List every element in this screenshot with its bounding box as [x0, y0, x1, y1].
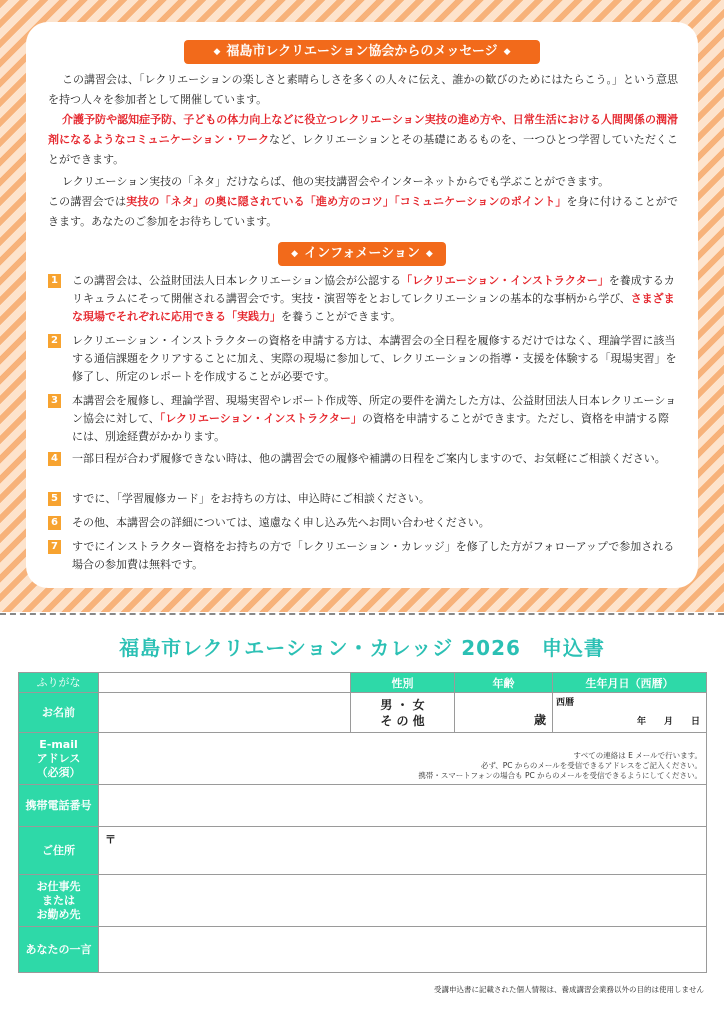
email-note: 必ず、PC からのメールを受信できるアドレスをご記入ください。	[480, 761, 702, 770]
gender-other: そ の 他	[380, 713, 425, 728]
application-form	[18, 672, 707, 973]
name-input[interactable]	[99, 693, 351, 733]
workplace-label-line: または	[42, 893, 75, 907]
dot-icon: ◆	[503, 47, 511, 57]
email-note: 携帯・スマートフォンの場合も PC からのメールを受信できるようにしてください。	[418, 771, 702, 780]
gender-header: 性別	[351, 673, 455, 693]
workplace-label-line: お仕事先	[36, 879, 81, 893]
email-label-line: アドレス	[36, 751, 81, 765]
age-unit: 歳	[533, 713, 546, 727]
message-paragraph-3: レクリエーション実技の「ネタ」だけならば、他の実技講習会やインターネットからでも学ぶことができます。	[62, 175, 610, 188]
address-input[interactable]	[99, 827, 707, 875]
item-number: 3	[48, 394, 61, 408]
age-field[interactable]	[455, 693, 553, 733]
item-number: 1	[48, 274, 61, 288]
item-text: 一部日程が合わず履修できない時は、他の講習会での履修や補講の日程をご案内しますので、お気軽にご相談ください。	[72, 452, 666, 465]
address-label: ご住所	[19, 827, 99, 875]
item-text: その他、本講習会の詳細については、遠慮なく申し込み先へお問い合わせください。	[72, 516, 490, 529]
message-heading-text: 福島市レクリエーション協会からのメッセージ	[226, 44, 498, 59]
dot-icon: ◆	[291, 249, 299, 259]
message-paragraph-1: この講習会は、「レクリエーションの楽しさと素晴らしさを多くの人々に伝え、誰かの歓びのためにはたらこう。」という意思を持つ人々を参加者として開催しています。	[48, 73, 678, 106]
message-text: を身に付けることができます。あなたのご参加をお待ちしています。	[48, 195, 679, 228]
furigana-input[interactable]	[99, 673, 351, 693]
info-item-5	[48, 490, 678, 508]
message-card	[26, 22, 698, 588]
item-text: すでにインストラクター資格をお持ちの方で「レクリエーション・カレッジ」を修了した方がフォローアップで参加される場合の参加費は無料です。	[72, 540, 675, 571]
dob-field[interactable]	[553, 693, 707, 733]
message-paragraph-2	[48, 110, 678, 170]
info-heading-text: インフォメーション	[304, 246, 420, 261]
message-heading	[184, 40, 540, 64]
privacy-note: 受講申込書に記載された個人情報は、養成講習会業務以外の目的は使用しません	[434, 985, 704, 994]
dob-header: 生年月日（西暦）	[553, 673, 707, 693]
info-item-3	[48, 392, 678, 446]
email-label-line: E-mail	[39, 737, 78, 751]
dot-icon: ◆	[213, 47, 221, 57]
info-heading	[278, 242, 446, 266]
form-title: 福島市レクリエーション・カレッジ 2026 申込書	[119, 636, 605, 660]
info-item-6	[48, 514, 678, 532]
item-text: すでに、「学習履修カード」をお持ちの方は、申込時にご相談ください。	[72, 492, 430, 505]
dob-era: 西暦	[556, 698, 575, 708]
mobile-input[interactable]	[99, 785, 707, 827]
item-text: レクリエーション・インストラクターの資格を申請する方は、本講習会の全日程を履修するだけではなく、理論学習に該当する通信課題をクリアすることに加え、実際の現場に参加して、レクリエーションの指導・支援を体験する「現場実習」を修了し、所定のレポートを作成することが必要です。	[72, 334, 677, 383]
cut-line	[0, 613, 724, 615]
gender-options: 男 ・ 女	[380, 697, 425, 712]
item-highlight: さまざまな現場でそれぞれに応用できる「実践力」	[72, 292, 675, 323]
item-number: 2	[48, 334, 61, 348]
name-label: お名前	[19, 693, 99, 733]
item-highlight: 「レクリエーション・インストラクター」	[401, 274, 609, 287]
item-text: この講習会は、公益財団法人日本レクリエーション協会が公認する	[72, 274, 402, 287]
item-number: 7	[48, 540, 61, 554]
info-item-4	[48, 450, 678, 468]
item-number: 6	[48, 516, 61, 530]
dob-units: 年 月 日	[636, 717, 700, 727]
message-paragraph-4	[48, 192, 678, 232]
gender-field[interactable]	[351, 693, 455, 733]
comment-label: あなたの一言	[19, 927, 99, 973]
workplace-label	[19, 875, 99, 927]
email-note: すべての連絡は E メールで行います。	[573, 751, 702, 760]
info-item-7	[48, 538, 678, 574]
mobile-label: 携帯電話番号	[19, 785, 99, 827]
item-text: を養成するカリキュラムにそって開催される講習会です。実技・演習等をとおしてレクリエーションの基本的な事柄から学び、	[72, 274, 675, 305]
item-highlight: 「レクリエーション・インストラクター」	[159, 412, 362, 425]
comment-input[interactable]	[99, 927, 707, 973]
furigana-label: ふりがな	[19, 673, 99, 693]
message-text: など、レクリエーションとその基礎にあるものを、一つひとつ学習していただくことができます。	[48, 133, 678, 166]
workplace-label-line: お勤め先	[36, 907, 81, 921]
message-highlight: 介護予防や認知症予防、子どもの体力向上などに役立つレクリエーション実技の進め方や、日常生活における人間関係の潤滑剤になるようなコミュニケーション・ワーク	[48, 113, 678, 146]
info-item-2	[48, 332, 678, 386]
workplace-input[interactable]	[99, 875, 707, 927]
item-text: を養うことができます。	[281, 310, 402, 323]
dot-icon: ◆	[425, 249, 433, 259]
item-number: 4	[48, 452, 61, 466]
item-number: 5	[48, 492, 61, 506]
postal-mark: 〒	[105, 833, 116, 846]
message-highlight: 実技の「ネタ」の奥に隠されている「進め方のコツ」「コミュニケーションのポイント」	[126, 195, 567, 208]
email-label-line: （必須）	[36, 765, 81, 779]
message-text: この講習会では	[48, 195, 127, 208]
item-text: 本講習会を履修し、理論学習、現場実習やレポート作成等、所定の要件を満たした方は、公益財団法人日本レクリエーション協会に対して、	[72, 394, 677, 425]
email-input[interactable]	[99, 733, 707, 785]
info-item-1	[48, 272, 678, 326]
age-header: 年齢	[455, 673, 553, 693]
email-label	[19, 733, 99, 785]
item-text: の資格を申請することができます。ただし、資格を申請する際には、別途経費がかかります。	[72, 412, 669, 443]
